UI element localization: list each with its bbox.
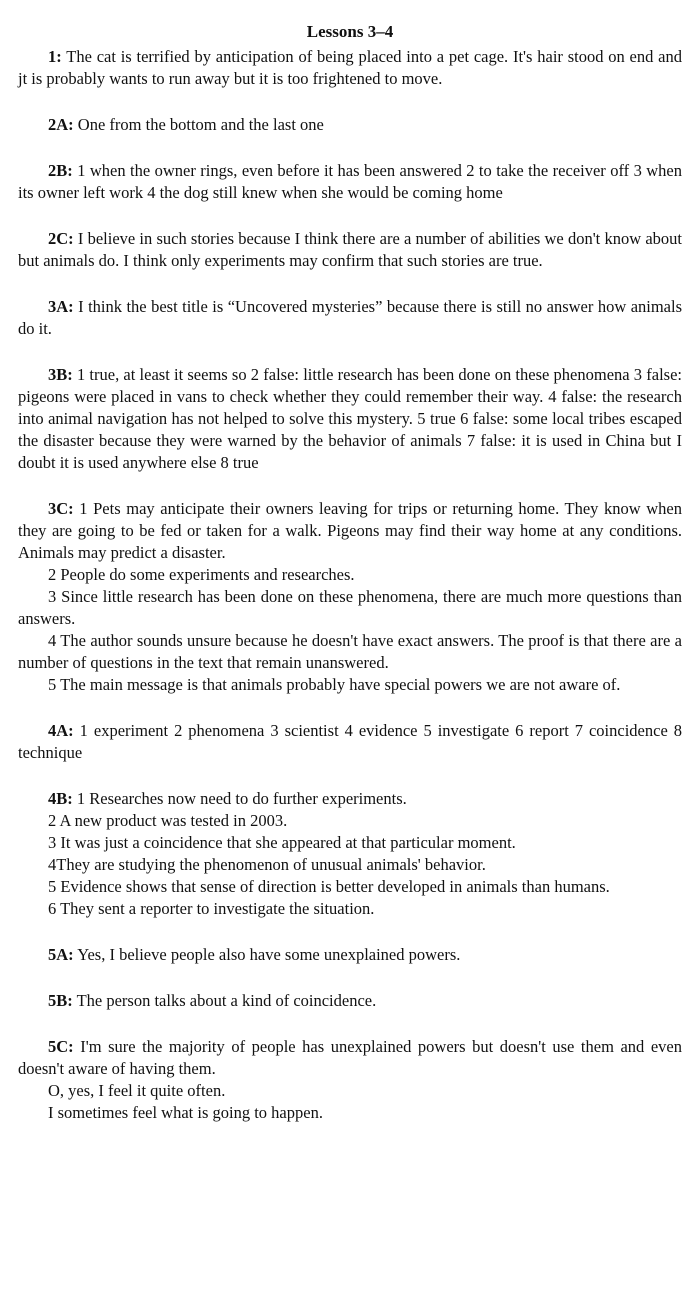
answer-2b [18,160,682,204]
answer-text: I'm sure the majority of people has unexplained powers but doesn't use them and even doesn't aware of having them. [18,1037,682,1078]
answer-5a [18,944,682,966]
answer-text: 1 true, at least it seems so 2 false: little research has been done on these phenomena 3 false: pigeons were placed in vans to check whether they could remember their way. 4 false: the research into animal navigation has not helped to solve this mystery. 5 true 6 false: some local tribes escaped the disaster because they were warned by the behavior of animals 7 false: it is used in China but I doubt it is used anywhere else 8 true [18,365,683,472]
answer-text: 4 The author sounds unsure because he doesn't have exact answers. The proof is that there are a number of questions in the text that remain unanswered. [18,631,682,672]
answer-label: 4B: [48,789,73,808]
answer-text: 2 A new product was tested in 2003. [48,811,288,830]
answer-5b [18,990,682,1012]
answer-label: 3B: [48,365,73,384]
answer-1 [18,46,682,90]
answer-text: 5 The main message is that animals probably have special powers we are not aware of. [48,675,621,694]
answer-label: 2C: [48,229,74,248]
answer-text: I sometimes feel what is going to happen. [48,1103,323,1122]
answer-text: 3 Since little research has been done on these phenomena, there are much more questions than answers. [18,587,682,628]
answer-label: 5C: [48,1037,74,1056]
answer-5c [18,1036,682,1124]
answer-4a [18,720,682,764]
answer-2c [18,228,682,272]
answer-3b [18,364,682,474]
answer-label: 4A: [48,721,74,740]
answer-label: 5B: [48,991,73,1010]
answer-text: 1 Pets may anticipate their owners leaving for trips or returning home. They know when they are going to be fed or taken for a walk. Pigeons may find their way home at any conditions. Animals may predict a disaster. [18,499,683,562]
answer-text: 2 People do some experiments and researches. [48,565,355,584]
answer-text: 1 Researches now need to do further experiments. [76,789,407,808]
answer-text: 3 It was just a coincidence that she appeared at that particular moment. [48,833,516,852]
answer-4b [18,788,682,920]
answer-text: 1 experiment 2 phenomena 3 scientist 4 evidence 5 investigate 6 report 7 coincidence 8 technique [18,721,683,762]
answer-text: I believe in such stories because I think there are a number of abilities we don't know about but animals do. I think only experiments may confirm that such stories are true. [18,229,683,270]
answer-text: O, yes, I feel it quite often. [48,1081,226,1100]
answer-3a [18,296,682,340]
answer-label: 5A: [48,945,74,964]
page-title: Lessons 3–4 [306,22,394,41]
answer-3c [18,498,682,696]
answer-label: 3C: [48,499,74,518]
answer-label: 2A: [48,115,74,134]
answer-label: 3A: [48,297,74,316]
answer-text: One from the bottom and the last one [77,115,324,134]
answer-2a [18,114,682,136]
answer-text: 6 They sent a reporter to investigate the situation. [48,899,375,918]
answer-label: 2B: [48,161,73,180]
answer-text: The person talks about a kind of coincidence. [76,991,377,1010]
answer-text: 1 when the owner rings, even before it has been answered 2 to take the receiver off 3 when its owner left work 4 the dog still knew when she would be coming home [18,161,682,202]
answer-text: The cat is terrified by anticipation of being placed into a pet cage. It's hair stood on end and jt is probably wants to run away but it is too frightened to move. [18,47,682,88]
answer-text: 5 Evidence shows that sense of direction is better developed in animals than humans. [48,877,610,896]
answer-label: 1: [48,47,62,66]
answer-text: I think the best title is “Uncovered mysteries” because there is still no answer how animals do it. [18,297,683,338]
answer-text: 4They are studying the phenomenon of unusual animals' behavior. [48,855,486,874]
answer-text: Yes, I believe people also have some unexplained powers. [77,945,461,964]
